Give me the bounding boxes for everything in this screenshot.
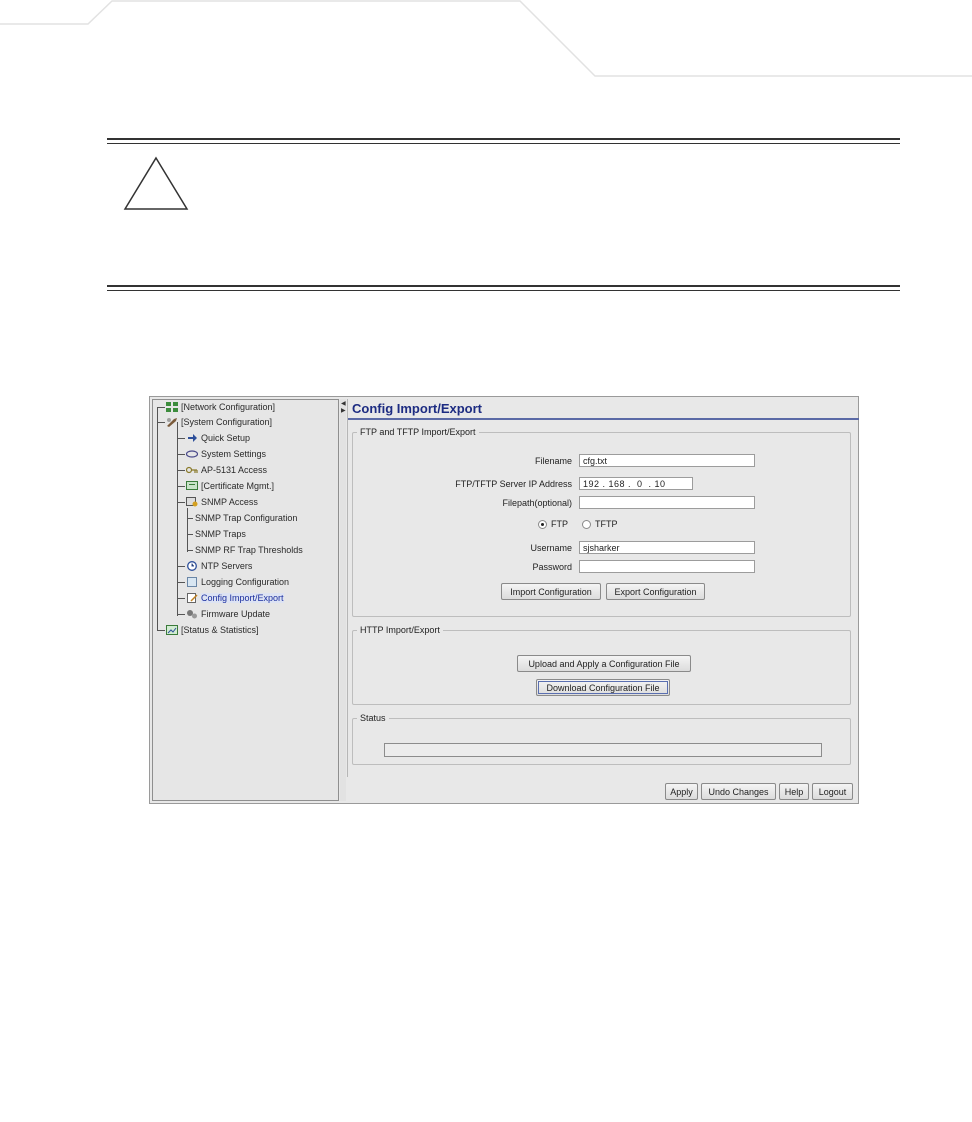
network-icon [166, 402, 178, 412]
tree-item-status-statistics[interactable] [157, 623, 259, 637]
undo-changes-button[interactable]: Undo Changes [701, 783, 776, 800]
filename-input[interactable] [579, 454, 755, 467]
tree-item-label: System Settings [201, 449, 267, 459]
collapse-right-icon[interactable]: ▶ [341, 408, 346, 414]
tree-item-label: [Certificate Mgmt.] [201, 481, 275, 491]
ftp-radio[interactable] [538, 519, 568, 529]
snmp-icon [186, 497, 198, 507]
tree-item-snmp-traps[interactable] [187, 527, 246, 541]
clock-icon [186, 561, 198, 571]
tree-item-label: Firmware Update [201, 609, 271, 619]
tree-item-label: [Network Configuration] [181, 402, 276, 412]
tree-item-label: AP-5131 Access [201, 465, 268, 475]
status-progress-bar [384, 743, 822, 757]
ftp-radio-label: FTP [551, 519, 568, 529]
tree-item-ap5131-access[interactable] [177, 463, 267, 477]
wrench-icon [166, 417, 178, 427]
caution-top-rule-thin [107, 143, 900, 144]
tree-item-label: [System Configuration] [181, 417, 273, 427]
tree-item-logging-configuration[interactable] [177, 575, 289, 589]
username-label: Username [530, 543, 572, 553]
key-icon [186, 465, 198, 475]
tftp-radio[interactable] [582, 519, 618, 529]
tree-item-firmware-update[interactable] [177, 607, 270, 621]
chart-icon [166, 625, 178, 635]
tree-item-certificate-mgmt[interactable] [177, 479, 274, 493]
radio-unchecked-icon [582, 520, 591, 529]
tree-item-system-settings[interactable] [177, 447, 266, 461]
password-label: Password [532, 562, 572, 572]
tree-item-label: SNMP Traps [195, 529, 246, 539]
logout-button[interactable]: Logout [812, 783, 853, 800]
tree-item-system-configuration[interactable] [157, 415, 272, 429]
filename-label: Filename [534, 456, 572, 466]
help-button[interactable]: Help [779, 783, 809, 800]
collapse-left-icon[interactable]: ◀ [341, 401, 346, 407]
tree-item-snmp-access[interactable] [177, 495, 258, 509]
tree-item-label: SNMP Access [201, 497, 258, 507]
log-icon [186, 577, 198, 587]
tree-item-ntp-servers[interactable] [177, 559, 252, 573]
status-group-legend: Status [360, 713, 386, 723]
caution-bottom-rule [107, 285, 900, 287]
radio-checked-icon [538, 520, 547, 529]
page-title: Config Import/Export [352, 401, 482, 416]
main-panel [347, 399, 858, 777]
import-configuration-button[interactable]: Import Configuration [501, 583, 601, 600]
tree-item-label: SNMP RF Trap Thresholds [195, 545, 303, 555]
tree-item-label: [Status & Statistics] [181, 625, 259, 635]
username-input[interactable] [579, 541, 755, 554]
title-divider [348, 418, 859, 420]
status-group [352, 713, 851, 765]
tree-item-network-configuration[interactable] [157, 400, 275, 414]
navigation-tree [152, 399, 339, 801]
server-ip-input[interactable] [579, 477, 693, 490]
gears-icon [186, 609, 198, 619]
tree-item-label: Quick Setup [201, 433, 251, 443]
tree-item-label: NTP Servers [201, 561, 253, 571]
caution-top-rule [107, 138, 900, 140]
apply-button[interactable]: Apply [665, 783, 698, 800]
tree-item-quick-setup[interactable] [177, 431, 250, 445]
upload-apply-config-button[interactable]: Upload and Apply a Configuration File [517, 655, 691, 672]
certificate-icon [186, 481, 198, 491]
caution-triangle-icon [122, 155, 190, 213]
filepath-label: Filepath(optional) [502, 498, 572, 508]
arrow-icon [186, 433, 198, 443]
download-config-button[interactable]: Download Configuration File [536, 679, 670, 696]
http-group-legend: HTTP Import/Export [360, 625, 440, 635]
page-header-decoration [0, 0, 972, 80]
ftp-tftp-group-legend: FTP and TFTP Import/Export [360, 427, 476, 437]
tftp-radio-label: TFTP [595, 519, 618, 529]
export-configuration-button[interactable]: Export Configuration [606, 583, 705, 600]
pane-splitter[interactable] [340, 399, 346, 801]
settings-icon [186, 449, 198, 459]
server-ip-label: FTP/TFTP Server IP Address [455, 479, 572, 489]
tree-item-snmp-rf-trap-thresholds[interactable] [187, 543, 303, 557]
app-window [149, 396, 859, 804]
tree-item-label: Config Import/Export [201, 593, 284, 603]
tree-item-label: Logging Configuration [201, 577, 290, 587]
password-input[interactable] [579, 560, 755, 573]
caution-bottom-rule-thin [107, 290, 900, 291]
tree-item-snmp-trap-configuration[interactable] [187, 511, 297, 525]
tree-line [157, 407, 158, 631]
tree-item-config-import-export[interactable] [177, 591, 284, 605]
filepath-input[interactable] [579, 496, 755, 509]
tree-item-label: SNMP Trap Configuration [195, 513, 298, 523]
config-icon [186, 593, 198, 603]
